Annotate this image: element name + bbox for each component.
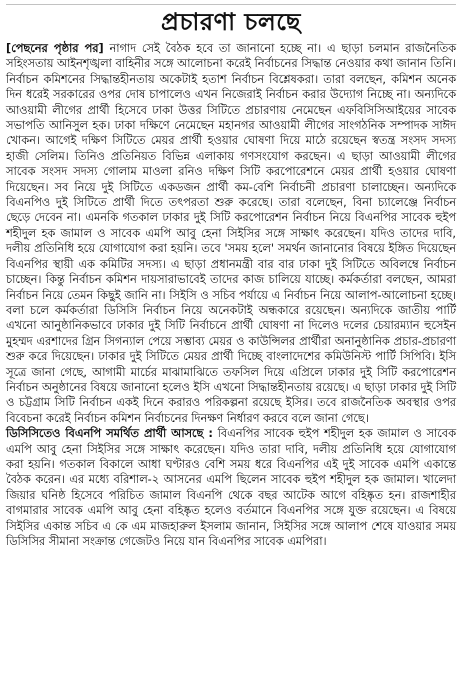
article-body [6, 41, 456, 549]
article-headline: প্রচারণা চলছে [161, 8, 301, 36]
section-subheading: ডিসিসিতেও বিএনপি সমর্থিত প্রার্থী আসছে : [6, 427, 213, 441]
article-paragraph [6, 426, 456, 549]
paragraph-text: নাগাদ সেই বৈঠক হবে তা জানানো হচ্ছে না। এ ছাড়া চলমান রাজনৈতিক সহিংসতায় আইনশৃঙ্খলা বাহিনীর সঙ্গে আলোচনা করেই নির্বাচনের সিদ্ধান্ত নেওয়ার কথা জানান তিনি। নির্বাচন কমিশনের সিদ্ধান্তহীনতায় অকেটাই হতাশ নির্বাচন বিশ্লেষকরা। তারা বলছেন, কমিশন অনেক দিন ধরেই সরকারের ওপর দোষ চাপালেও এখন নিজেরাই নির্বাচন করার উদ্যোগ নিচ্ছে না। অন্যদিকে আওয়ামী লীগের প্রার্থী হিসেবে ঢাকা উত্তর সিটিতে প্রচারণায় নেমেছেন এফবিসিসিআইয়ের সাবেক সভাপতি আনিসুল হক। ঢাকা দক্ষিণে নেমেছেন মহানগর আওয়ামী লীগের সাংগঠনিক সম্পাদক সাঈদ খোকন। আগেই দক্ষিণ সিটিতে মেয়র প্রার্থী হওয়ার ঘোষণা দিয়ে মাঠে রয়েছেন স্বতন্ত্র সংসদ সদস্য হাজী সেলিম। তিনিও প্রতিনিয়ত বিভিন্ন এলাকায় গণসংযোগ করছেন। এ ছাড়া আওয়ামী লীগের সাবেক সংসদ সদস্য গোলাম মাওলা রনিও দক্ষিণ সিটি করপোরেশনে মেয়র প্রার্থী হওয়ার ঘোষণা দিয়েছেন। সব নিয়ে দুই সিটিতে একডজন প্রার্থী কম-বেশি নির্বাচনী প্রচারণা চালাচ্ছেন। অন্যদিকে বিএনপিও দুই সিটিতে প্রার্থী দিতে তৎপরতা শুরু করেছে। তারা বলেছেন, বিনা চ্যালেঞ্জে নির্বাচন ছেড়ে দেবেন না। এমনকি গতকাল ঢাকার দুই সিটি করপোরেশন নির্বাচন নিয়ে বিএনপির সাবেক হুইপ শহীদুল হক জামাল ও সাবেক এমপি আবু হেনা সিইসির সঙ্গে সাক্ষাৎ করেছেন। যদিও তাদের দাবি, দলীয় প্রতিনিধি হয়ে যোগাযোগ করা হয়নি। তবে 'সময় হলে' সমর্থন জানানোর বিষয়ে ইঙ্গিত দিয়েছেন বিএনপির স্থায়ী এক কমিটির সদস্য। এ ছাড়া প্রধানমন্ত্রী বার বার ঢাকা দুই সিটিতে অবিলম্বে নির্বাচন চাচ্ছেন। কিন্তু নির্বাচন কমিশন দায়সারাভাবেই তাদের কাজ চালিয়ে যাচ্ছে। কর্মকর্তারা বলছেন, আমরা নির্বাচন নিয়ে তেমন কিছুই জানি না। সিইসি ও সচিব পর্যায়ে এ নির্বাচন নিয়ে আলাপ-আলোচনা হচ্ছে। বলা চলে কর্মকর্তারা ডিসিসি নির্বাচন নিয়ে অনেকটাই অন্ধকারে রয়েছেন। অন্যদিকে জাতীয় পার্টি এখনো আনুষ্ঠানিকভাবে ঢাকার দুই সিটি নির্বাচনে প্রার্থী ঘোষণা না দিলেও দলের চেয়ারম্যান হুসেইন মুহম্মদ এরশাদের গ্রিন সিগন্যাল পেয়ে সম্ভাব্য মেয়র ও কাউন্সিলর প্রার্থীরা অনানুষ্ঠানিক প্রচার-প্রচারণা শুরু করে দিয়েছেন। ঢাকার দুই সিটিতে মেয়র প্রার্থী দিচ্ছে বাংলাদেশের কমিউনিস্ট পার্টি সিপিবি। ইসি সূত্রে জানা গেছে, আগামী মার্চের মাঝামাঝিতে তফসিল দিয়ে এপ্রিলে ঢাকার দুই সিটি করপোরেশন নির্বাচন অনুষ্ঠানের বিষয়ে জানানো হলেও ইসি এখনো সিদ্ধান্তহীনতায় রয়েছে। এ ছাড়া ঢাকার দুই সিটি ও চট্টগ্রাম সিটি নির্বাচন একই দিনে করারও পরিকল্পনা রয়েছে ইসির। তবে রাজনৈতিক অবস্থার ওপর বিবেচনা করেই নির্বাচন কমিশন নির্বাচনের দিনক্ষণ নির্ধারণ করবে বলে জানা গেছে। [6, 42, 457, 425]
top-edge-divider [6, 0, 456, 5]
article-paragraph [6, 41, 456, 426]
continuation-marker: [পেছনের পৃষ্ঠার পর] [6, 42, 104, 55]
paragraph-text: বিএনপির সাবেক হুইপ শহীদুল হক জামাল ও সাবেক এমপি আবু হেনা সিইসির সঙ্গে সাক্ষাৎ করেছেন। যদিও তারা দাবি, দলীয় প্রতিনিধি হয়ে যোগাযোগ করা হয়নি। গতকাল বিকালে আধা ঘণ্টারও বেশি সময় ধরে বিএনপির এই দুই সাবেক এমপি একান্তে বৈঠক করেন। এর মধ্যে বরিশাল-২ আসনের এমপি ছিলেন সাবেক হুইপ শহীদুল হক জামাল। খালেদা জিয়ার ঘনিষ্ঠ হিসেবে পরিচিত জামাল বিএনপি থেকে বছর আটেক আগে বহিষ্কৃত হন। রাজশাহীর বাগমারার সাবেক এমপি আবু হেনা বহিষ্কৃত হলেও বর্তমানে বিএনপির সঙ্গে যুক্ত রয়েছেন। এ বিষয়ে সিইসির একান্ত সচিব এ কে এম মাজহারুল ইসলাম জানান, সিইসির সঙ্গে আলাপ শেষে যাওয়ার সময় ডিসিসির সীমানা সংক্রান্ত গেজেটও নিয়ে যান বিএনপির সাবেক এমপিরা। [6, 427, 456, 548]
